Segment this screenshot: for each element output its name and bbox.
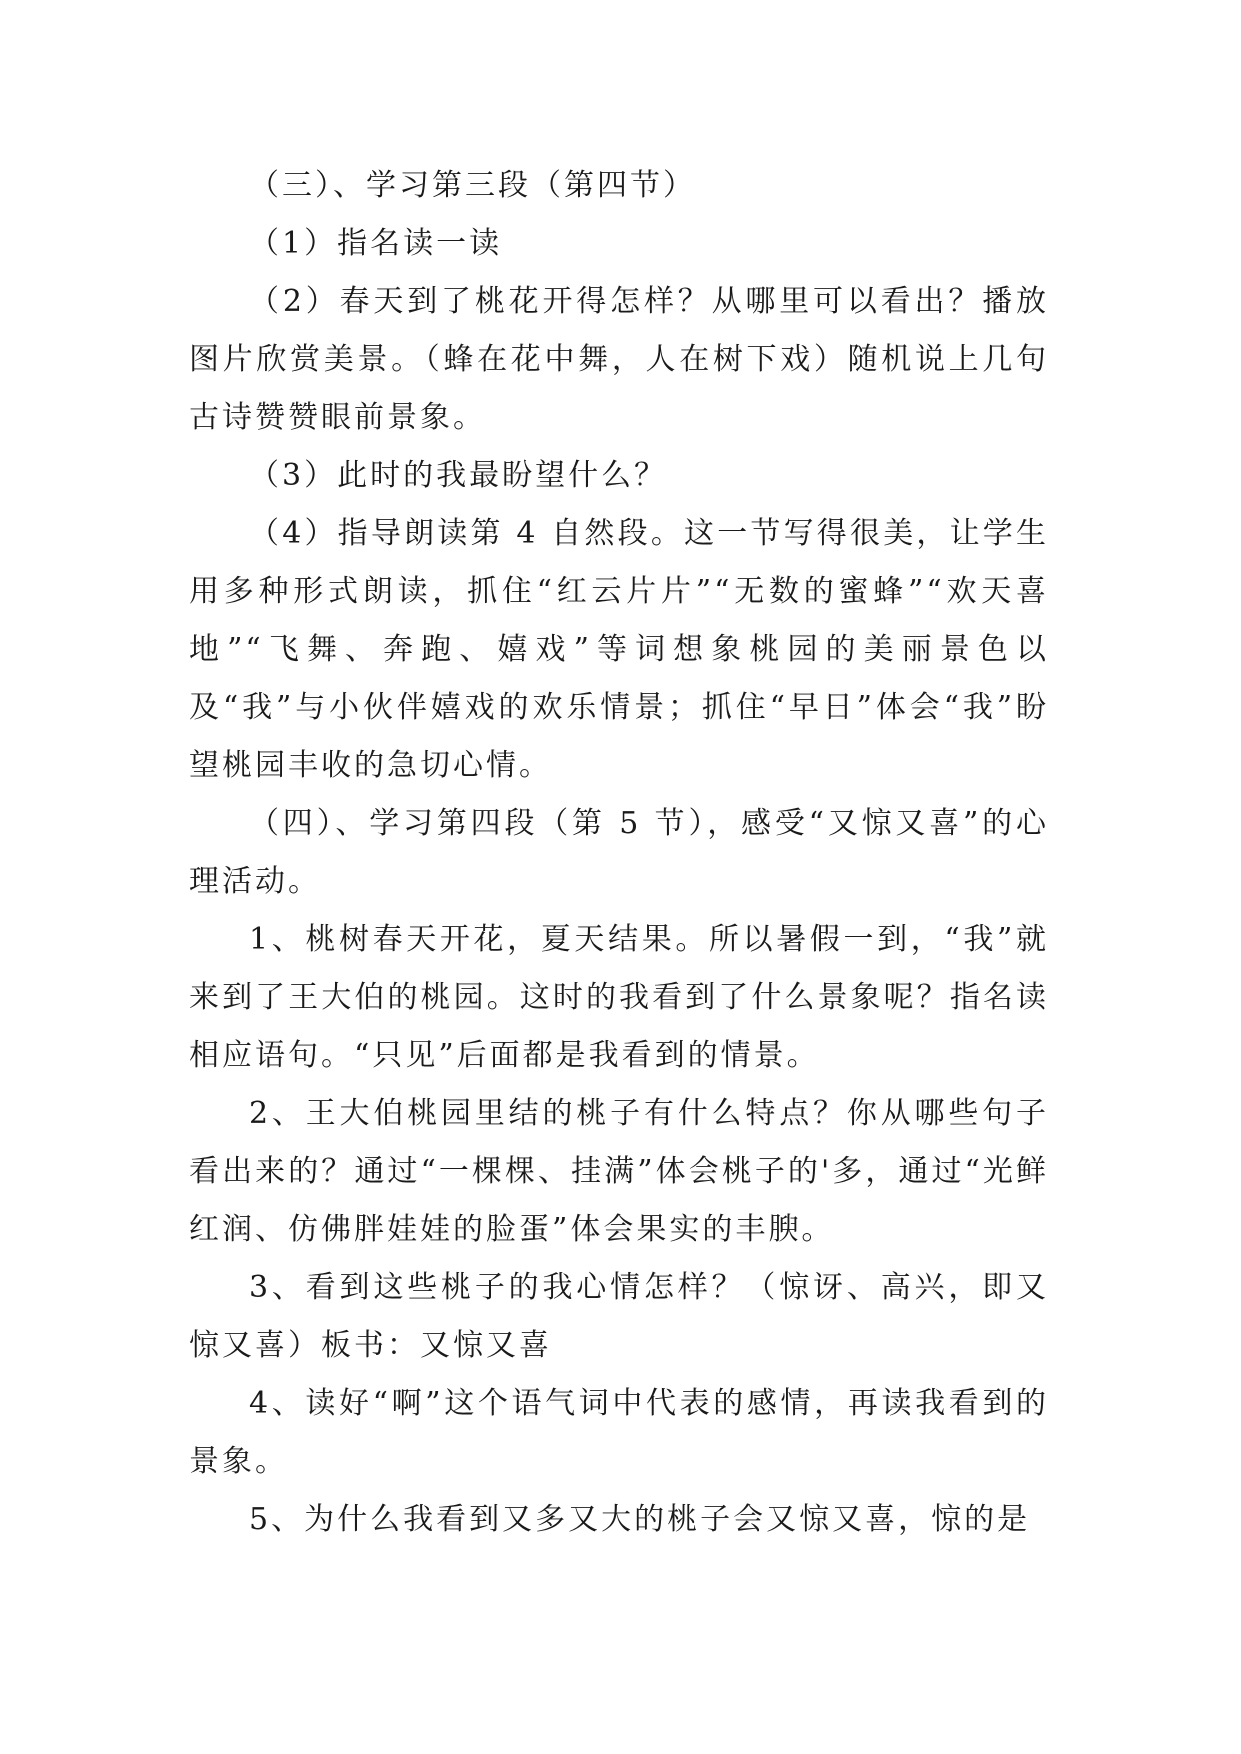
paragraph: （4）指导朗读第 4 自然段。这一节写得很美，让学生用多种形式朗读，抓住“红云片片”“无数的蜜蜂”“欢天喜地”“飞舞、奔跑、嬉戏”等词想象桃园的美丽景色以及“我”与小伙伴嬉戏的欢乐情景；抓住“早日”体会“我”盼望桃园丰收的急切心情。 (189, 516, 1049, 783)
paragraph: 1、桃树春天开花，夏天结果。所以暑假一到，“我”就来到了王大伯的桃园。这时的我看到了什么景象呢？指名读相应语句。“只见”后面都是我看到的情景。 (189, 922, 1049, 1073)
paragraph: （3）此时的我最盼望什么？ (249, 458, 668, 493)
paragraph: 3、看到这些桃子的我心情怎样？（惊讶、高兴，即又惊又喜）板书：又惊又喜 (189, 1270, 1049, 1363)
paragraph: 2、王大伯桃园里结的桃子有什么特点？你从哪些句子看出来的？通过“一棵棵、挂满”体会桃子的'多，通过“光鲜红润、仿佛胖娃娃的脸蛋”体会果实的丰腴。 (189, 1096, 1049, 1247)
section-heading: （三）、学习第三段（第四节） (249, 168, 696, 203)
document-body (189, 157, 1049, 1549)
paragraph: （2）春天到了桃花开得怎样？从哪里可以看出？播放图片欣赏美景。（蜂在花中舞，人在树下戏）随机说上几句古诗赞赞眼前景象。 (189, 284, 1049, 435)
paragraph: 4、读好“啊”这个语气词中代表的感情，再读我看到的景象。 (189, 1386, 1049, 1479)
paragraph: 5、为什么我看到又多又大的桃子会又惊又喜，惊的是 (249, 1502, 1031, 1537)
paragraph: （1）指名读一读 (249, 226, 503, 261)
section-heading: （四）、学习第四段（第 5 节），感受“又惊又喜”的心理活动。 (189, 806, 1049, 899)
